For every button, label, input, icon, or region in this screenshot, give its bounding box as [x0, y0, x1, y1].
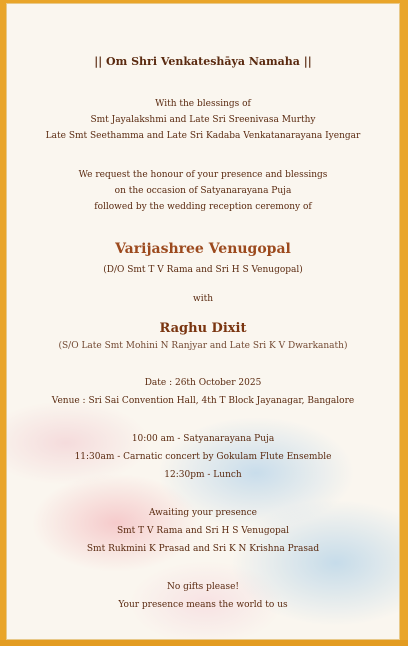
request-line-2: on the occasion of Satyanarayana Puja — [114, 186, 292, 196]
invocation: || Om Shri Venkateshāya Namaha || — [94, 55, 312, 68]
awaiting-line-1: Smt T V Rama and Sri H S Venugopal — [116, 526, 289, 536]
event-venue: Venue : Sri Sai Convention Hall, 4th T Block Jayanagar, Bangalore — [51, 396, 355, 406]
invitation-card — [6, 3, 400, 640]
with-text: with — [193, 294, 213, 304]
bottom-border — [0, 640, 408, 646]
schedule-item: 11:30am - Carnatic concert by Gokulam Flute Ensemble — [74, 452, 332, 462]
event-date: Date : 26th October 2025 — [144, 378, 262, 388]
footer-line-2: Your presence means the world to us — [118, 600, 288, 610]
bride-name: Varijashree Venugopal — [115, 241, 291, 257]
schedule-item: 10:00 am - Satyanarayana Puja — [131, 434, 275, 444]
bride-parents: (D/O Smt T V Rama and Sri H S Venugopal) — [103, 265, 303, 275]
groom-parents: (S/O Late Smt Mohini N Ranjyar and Late Sri K V Dwarkanath) — [58, 341, 348, 351]
schedule-item: 12:30pm - Lunch — [164, 470, 242, 480]
blessings-line-1: Smt Jayalakshmi and Late Sri Sreenivasa Murthy — [90, 115, 316, 125]
request-line-3: followed by the wedding reception ceremony of — [94, 202, 312, 212]
awaiting-line-2: Smt Rukmini K Prasad and Sri K N Krishna Prasad — [86, 544, 320, 554]
groom-name: Raghu Dixit — [159, 321, 247, 336]
request-line-1: We request the honour of your presence and blessings — [78, 170, 328, 180]
footer-line-1: No gifts please! — [166, 582, 240, 592]
blessings-line-2: Late Smt Seethamma and Late Sri Kadaba Venkatanarayana Iyengar — [45, 131, 361, 141]
blessings-intro: With the blessings of — [155, 99, 251, 109]
awaiting-intro: Awaiting your presence — [149, 508, 257, 518]
